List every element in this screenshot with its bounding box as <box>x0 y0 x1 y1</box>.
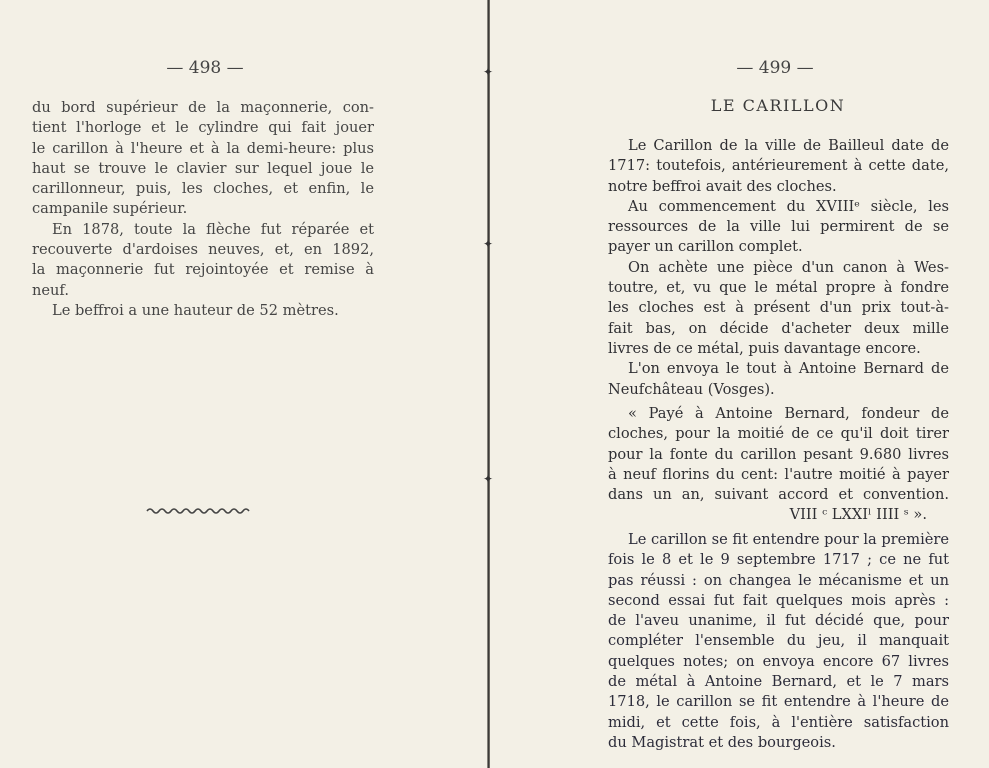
text-line: recouverte d'ardoises neuves, et, en 1892, <box>32 241 374 259</box>
text-line: second essai fut fait quelques mois après : <box>608 591 949 609</box>
text-line: du bord supérieur de la maçonnerie, con- <box>32 99 374 116</box>
text-line: neuf. <box>32 281 69 299</box>
text-line: fois le 8 et le 9 septembre 1717 ; ce ne fut <box>608 551 949 569</box>
text-line: tient l'horloge et le cylindre qui fait jouer <box>32 119 374 137</box>
text-line: On achète une pièce d'un canon à Wes- <box>628 258 949 276</box>
quote-signature: VIII ᶜ LXXIˡ IIII ˢ ». <box>789 506 927 524</box>
binding-mark: ✦ <box>482 65 494 79</box>
book-gutter <box>487 0 490 768</box>
page-number-left: — 498 — <box>166 58 244 78</box>
paragraph <box>608 136 949 197</box>
text-line: pour la fonte du carillon pesant 9.680 livres <box>608 445 949 463</box>
left-page-text <box>32 98 374 321</box>
text-line: carillonneur, puis, les cloches, et enfin, le <box>32 180 374 198</box>
paragraph <box>608 197 949 258</box>
text-line: « Payé à Antoine Bernard, fondeur de <box>628 405 949 422</box>
paragraph <box>32 98 374 220</box>
text-line: 1718, le carillon se fit entendre à l'heure de <box>608 693 949 711</box>
paragraph <box>608 258 949 359</box>
text-line: notre beffroi avait des cloches. <box>608 177 837 195</box>
text-line: de métal à Antoine Bernard, et le 7 mars <box>608 673 949 691</box>
text-line: campanile supérieur. <box>32 200 188 218</box>
text-line: de l'aveu unanime, il fut décidé que, pour <box>608 612 949 630</box>
final-paragraph <box>608 530 949 753</box>
paragraph <box>32 220 374 301</box>
text-line: toutre, et, vu que le métal propre à fondre <box>608 279 949 297</box>
binding-mark: ✦ <box>482 237 494 251</box>
text-line: haut se trouve le clavier sur lequel joue le <box>32 159 374 177</box>
right-page <box>492 0 989 768</box>
text-line: Neufchâteau (Vosges). <box>608 380 775 398</box>
end-ornament <box>145 506 255 516</box>
text-line: compléter l'ensemble du jeu, il manquait <box>608 632 949 650</box>
text-line: Au commencement du XVIIIᵉ siècle, les <box>628 197 949 215</box>
text-line: L'on envoya le tout à Antoine Bernard de <box>628 360 949 378</box>
text-line: Le carillon se fit entendre pour la première <box>628 531 950 548</box>
text-line: Le beffroi a une hauteur de 52 mètres. <box>52 301 339 319</box>
text-line: 1717: toutefois, antérieurement à cette date, <box>608 157 949 175</box>
text-line: quelques notes; on envoya encore 67 livres <box>608 652 949 670</box>
page-number-right: — 499 — <box>736 58 814 78</box>
text-line: livres de ce métal, puis davantage encore. <box>608 339 921 357</box>
text-line: du Magistrat et des bourgeois. <box>608 733 836 751</box>
text-line: En 1878, toute la flèche fut réparée et <box>52 220 374 238</box>
paragraph <box>608 359 949 400</box>
text-line: payer un carillon complet. <box>608 238 803 256</box>
text-line: le carillon à l'heure et à la demi-heure: plus <box>32 139 374 157</box>
text-line: Le Carillon de la ville de Bailleul date de <box>628 137 949 154</box>
text-line: cloches, pour la moitié de ce qu'il doit tirer <box>608 425 949 443</box>
right-page-text <box>608 136 949 400</box>
text-line: dans un an, suivant accord et convention. <box>608 486 949 504</box>
chapter-heading: LE CARILLON <box>710 96 846 115</box>
text-line: fait bas, on décide d'acheter deux mille <box>608 319 949 337</box>
text-line: à neuf florins du cent: l'autre moitié à payer <box>608 465 949 483</box>
text-line: la maçonnerie fut rejointoyée et remise à <box>32 261 374 279</box>
text-line: ressources de la ville lui permirent de se <box>608 218 949 236</box>
binding-mark: ✦ <box>482 472 494 486</box>
paragraph <box>32 301 374 321</box>
text-line: midi, et cette fois, à l'entière satisfaction <box>608 713 949 731</box>
text-line: les cloches est à présent d'un prix tout-à- <box>608 299 949 317</box>
text-line: pas réussi : on changea le mécanisme et un <box>608 571 949 589</box>
archival-quote <box>608 404 949 526</box>
left-page <box>0 0 487 768</box>
